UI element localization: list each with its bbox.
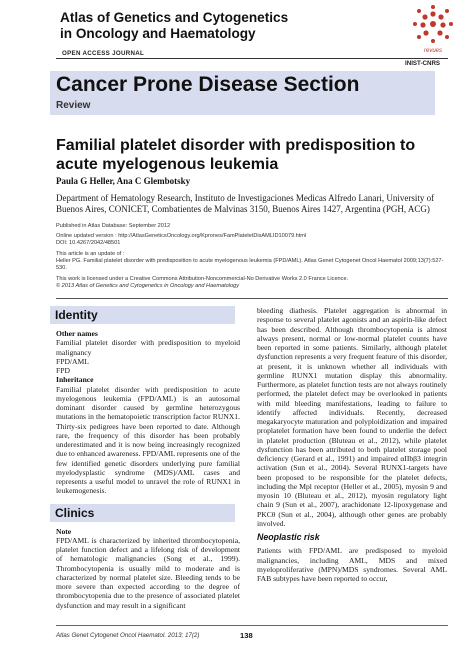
note-label: Note xyxy=(56,526,72,536)
logo-text: revues xyxy=(423,48,442,54)
section-subtitle: Review xyxy=(56,100,91,111)
clinics-body xyxy=(50,527,240,610)
paper-title-line2: acute myelogenous leukemia xyxy=(56,156,279,173)
doi: DOI: 10.4267/2042/48501 xyxy=(56,240,121,247)
copyright: © 2013 Atlas of Genetics and Cytogenetics in Oncology and Haematology xyxy=(56,283,240,290)
right-column xyxy=(257,306,447,583)
platelet-paragraph: bleeding diathesis. Platelet aggregation is abnormal in response to several platelet agonists and an aspirin-like defect has been described. Although thrombocytopenia is almost always present, normal or low-normal platelet counts have been reported in some patients. Similarly, although platelet dysfunction represents a very frequent feature of this disorder, at present, it is unknown whether all individuals with germline RUNX1 mutation display this abnormality. Furthermore, as platelet function tests are not always routinely performed, the platelet defect may be overlooked in patients with mild bleeding manifestations, leading to failure to identify affected individuals. Recently, decreased megakaryocyte maturation and polyploidization and impaired proplatelet formation have been found to underlie the defect in platelet production (Bluteau et al., 2012), while platelet dysfunction has been attributed to both platelet storage pool deficiency (Gerard et al., 1991) and impaired αIIbβ3 integrin activation (Sun et al., 2004). Several RUNX1-targets have been proposed to be responsible for the platelet defects, including the Mpl receptor (Heller et al., 2005), myosin 9 and myosin 10 (Bluteau et al., 2012), myosin regulatory light chain 9 (Sun et al., 2007), arachidonate 12-lipoxygenase and PKCθ (Sun et al., 2004), although other genes are probably involved. xyxy=(257,306,447,528)
neoplastic-paragraph: Patients with FPD/AML are predisposed to myeloid malignancies, including AML, MDS and mixed myeloproliferative (MPN)/MDS syndromes. Several AML FAB subtypes have been reported to occur, xyxy=(257,546,447,583)
journal-title xyxy=(60,10,288,42)
other-name-1: Familial platelet disorder with predisposition to myeloid malignancy xyxy=(56,338,240,357)
other-names-label: Other names xyxy=(56,329,98,338)
update-note: This article is an update of : xyxy=(56,250,125,257)
authors: Paula G Heller, Ana C Glembotsky xyxy=(56,176,191,186)
section-title: Cancer Prone Disease Section xyxy=(56,73,360,96)
paper-title xyxy=(56,136,446,174)
inheritance-text: Familial platelet disorder with predisposition to acute myelogenous leukemia (FPD/AML) is an autosomal dominant disorder caused by germline heterozygous mutations in the hematopoietic transcription factor RUNX1. Thirty-six pedigrees have been reported to date. Although rare, the frequency of this disorder has been probably underestimated and it is now being increasingly recognized due to enhanced awareness. FPD/AML represents one of the few identified genetic disorders underlying pure familial myelodysplastic syndrome (MDS)/AML cases and represents a useful model to unravel the role of RUNX1 in leukemogenesis. xyxy=(56,384,240,496)
left-column xyxy=(50,306,240,610)
header-divider xyxy=(56,58,448,59)
journal-title-line1: Atlas of Genetics and Cytogenetics xyxy=(60,10,289,25)
open-access-label: OPEN ACCESS JOURNAL xyxy=(62,50,145,57)
note-text: FPD/AML is characterized by inherited thrombocytopenia, platelet function defect and a lifelong risk of development of hematologic malignancies (Song et al., 1999). Thrombocytopenia is usually mild to moderate and is characterized by normal platelet size. Bleeding tends to be more severe than expected according to the degree of thrombocytopenia due to the presence of associated platelet dysfunction and may result in a significant xyxy=(56,535,240,610)
publication-meta xyxy=(56,223,446,291)
publisher-label: INIST-CNRS xyxy=(405,60,441,67)
clinics-heading: Clinics xyxy=(50,504,235,522)
paper-title-line1: Familial platelet disorder with predisposition to xyxy=(56,137,416,154)
other-name-2: FPD/AML xyxy=(56,356,89,366)
meta-divider xyxy=(56,298,448,299)
identity-body xyxy=(50,329,240,496)
other-name-3: FPD xyxy=(56,366,70,375)
affiliation: Department of Hematology Research, Instituto de Investigaciones Medicas Alfredo Lanari, University of Buenos Aires, CONICET, Combatientes de Malvinas 3150, Buenos Aires 1427, Argentina (PGH, ACG) xyxy=(56,193,435,214)
update-reference: Heller PG. Familial platelet disorder with predisposition to acute myelogenous leukemia (FPD/AML). Atlas Genet Cytogenet Oncol Haematol 2009;13(7):527-530. xyxy=(56,257,444,272)
online-version-link[interactable]: Online updated version : http://AtlasGeneticsOncology.org/Kprones/FamPlateletDisAMLID10079.html xyxy=(56,233,307,240)
neoplastic-risk-heading: Neoplastic risk xyxy=(257,532,320,542)
footer-citation: Atlas Genet Cytogenet Oncol Haematol. 2013; 17(2) xyxy=(56,632,200,639)
page-number: 138 xyxy=(240,631,253,640)
footer-divider xyxy=(56,625,448,626)
inheritance-label: Inheritance xyxy=(56,375,94,385)
license-text: This work is licensed under a Creative Commons Attribution-Noncommercial-No Derivative Works 2.0 France Licence. xyxy=(56,276,349,283)
identity-heading: Identity xyxy=(50,306,235,324)
published-date: Published in Atlas Database: September 2012 xyxy=(56,223,171,229)
journal-title-line2: in Oncology and Haematology xyxy=(60,26,256,41)
